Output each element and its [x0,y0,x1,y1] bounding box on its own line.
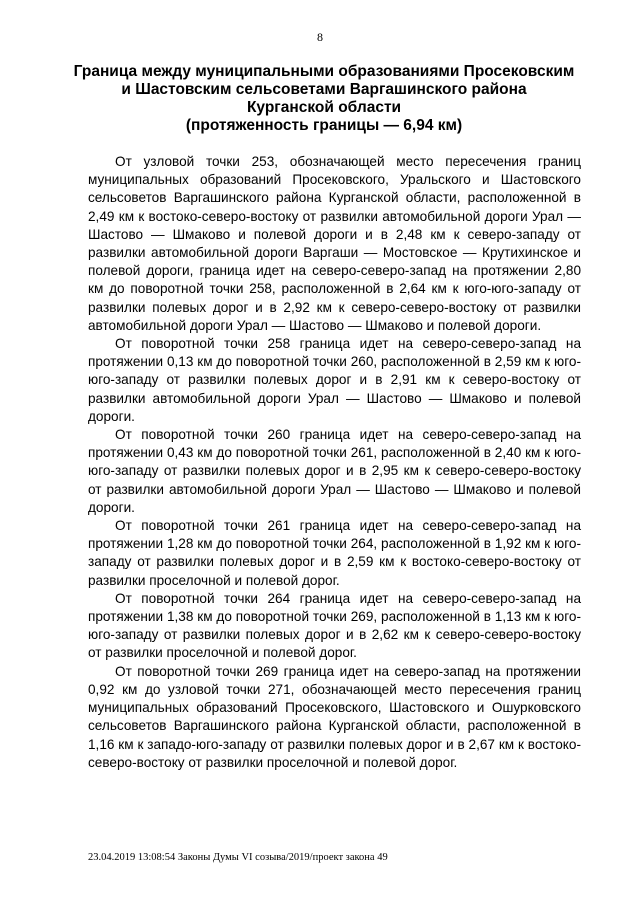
page-number: 8 [317,30,323,44]
paragraph: От поворотной точки 260 граница идет на северо-северо-запад на протяжении 0,43 км до поворотной точки 261, расположенной в 2,40 км к юго-юго-западу от развилки полевых дорог и в 2,95 км к северо-северо-востоку от развилки автомобильной дороги Урал — Шастово — Шмаково и полевой дороги. [88,427,581,515]
paragraph: От узловой точки 253, обозначающей место пересечения границ муниципальных образований Просековского, Уральского и Шастовского сельсоветов Варгашинского района Курганской области, расположенной в 2,49 км к востоко-северо-востоку от развилки автомобильной дороги Урал — Шастово — Шмаково и полевой дороги и в 2,48 км к северо-западу от развилки автомобильной дороги Варгаши — Мостовское — Крутихинское и полевой дороги, граница идет на северо-северо-запад на протяжении 2,80 км до поворотной точки 258, расположенной в 2,64 км к юго-юго-западу от развилки полевых дорог и в 2,92 км к северо-северо-востоку от развилки автомобильной дороги Урал — Шастово — Шмаково и полевой дороги. [88,154,581,333]
title-line-2: и Шастовским сельсоветами Варгашинского района [121,81,527,98]
paragraph: От поворотной точки 258 граница идет на северо-северо-запад на протяжении 0,13 км до поворотной точки 260, расположенной в 2,59 км к юго-юго-западу от развилки полевых дорог и в 2,91 км к северо-востоку от развилки автомобильной дороги Урал — Шастово — Шмаково и полевой дороги. [88,336,581,424]
paragraph: От поворотной точки 269 граница идет на северо-запад на протяжении 0,92 км до узловой точки 271, обозначающей место пересечения границ муниципальных образований Просековского, Шастовского и Ошурковского сельсоветов Варгашинского района Курганской области, расположенной в 1,16 км к западо-юго-западу от развилки полевых дорог и в 2,67 км к востоко-северо-востоку от развилки проселочной и полевой дорог. [88,663,581,770]
title-line-3: Курганской области [246,99,402,116]
document-body [88,153,581,772]
title-length-line: (протяженность границы — 6,94 км) [185,117,463,134]
paragraph: От поворотной точки 264 граница идет на северо-северо-запад на протяжении 1,38 км до поворотной точки 269, расположенной в 1,13 км к юго-юго-западу от развилки полевых дорог и в 2,62 км к северо-северо-востоку от развилки проселочной и полевой дорог. [88,590,581,661]
paragraph: От поворотной точки 261 граница идет на северо-северо-запад на протяжении 1,28 км до поворотной точки 264, расположенной в 1,92 км к юго-западу от развилки полевых дорог и в 2,59 км к востоко-северо-востоку от развилки проселочной и полевой дорог. [88,518,581,588]
title-line-1: Граница между муниципальными образованиями Просековским [73,63,575,80]
document-title [60,63,588,135]
footer-stamp: 23.04.2019 13:08:54 Законы Думы VI созыва/2019/проект закона 49 [88,852,388,863]
